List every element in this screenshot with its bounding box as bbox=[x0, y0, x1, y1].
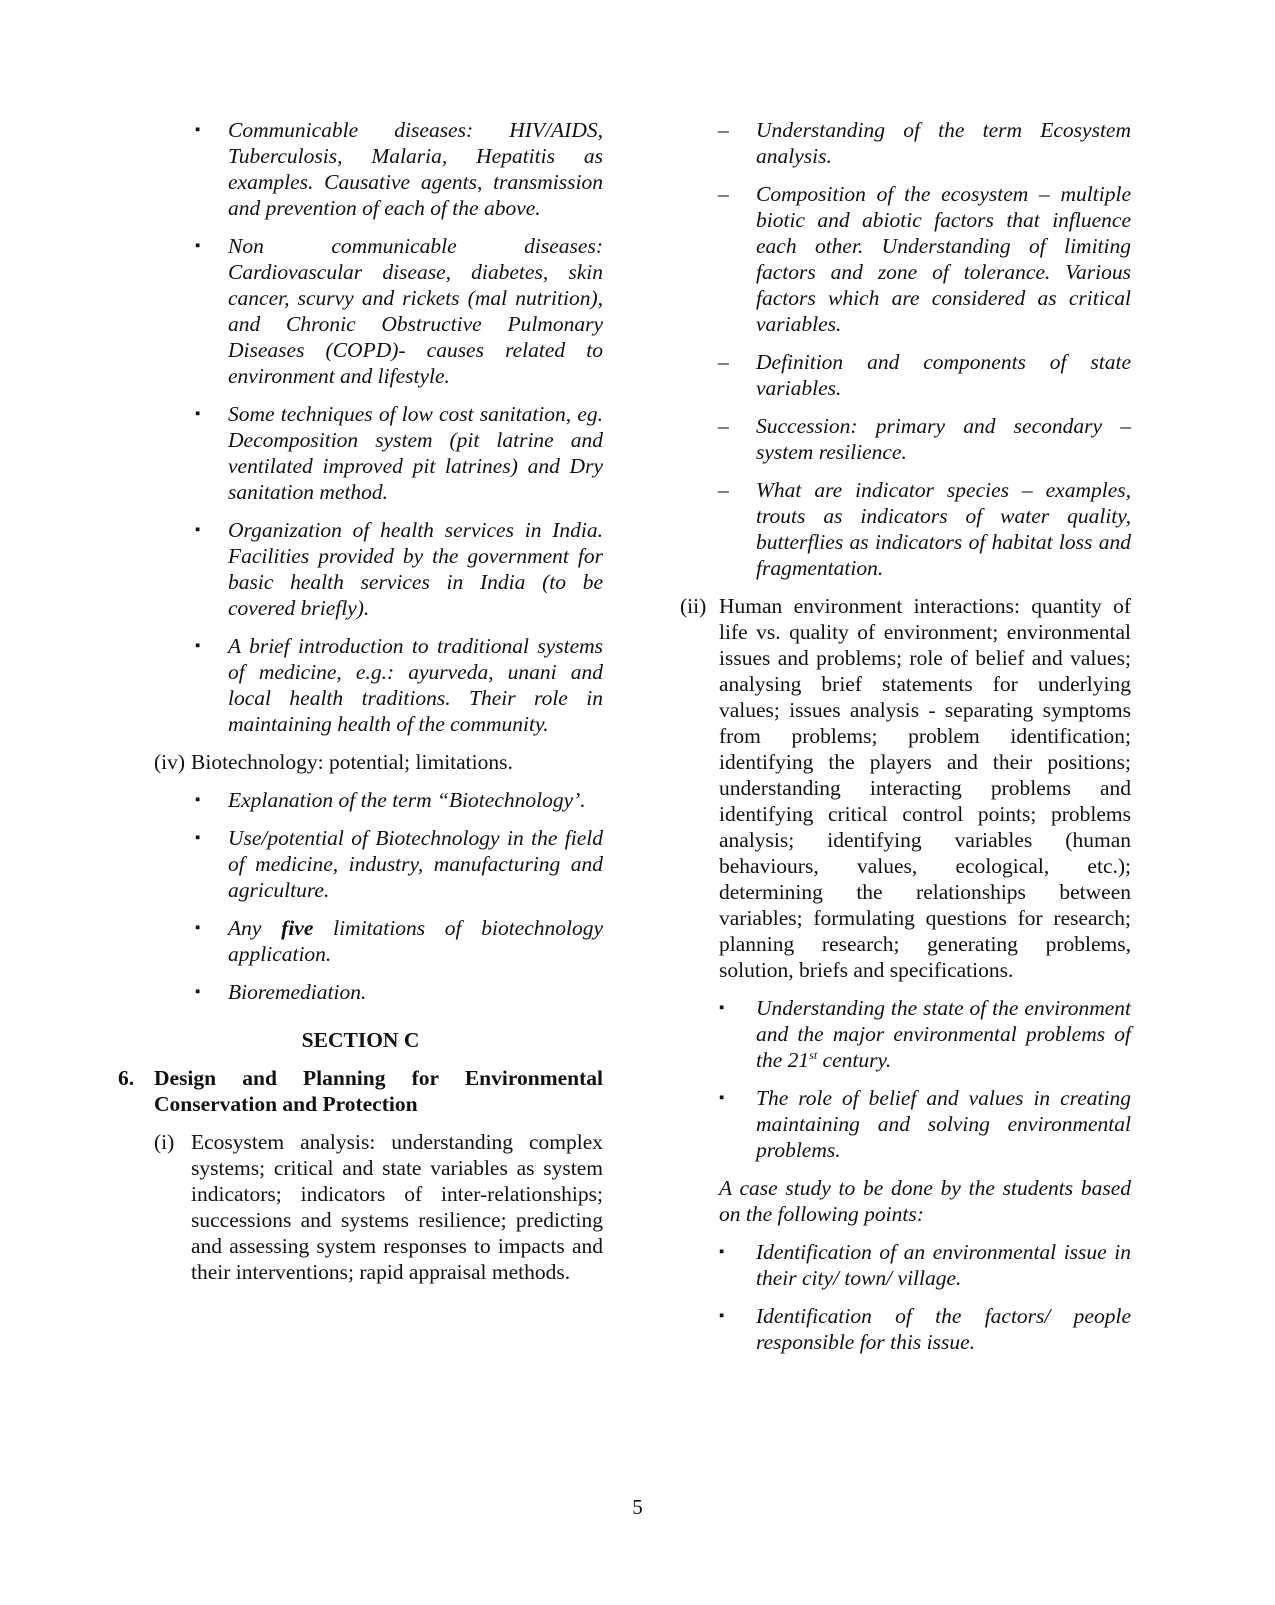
page-number: 5 bbox=[632, 1495, 643, 1519]
bullet-traditional-medicine: ▪ A brief introduction to traditional systems of medicine, e.g.: ayurveda, unani and local health traditions. Their role in maintaining health of the community. bbox=[195, 634, 603, 736]
emphasis-five: five bbox=[281, 916, 314, 940]
dash-marker: – bbox=[718, 182, 729, 206]
bullet-marker: ▪ bbox=[195, 984, 201, 1000]
bullet-case-factors: ▪ Identification of the factors/ people responsible for this issue. bbox=[719, 1304, 1131, 1354]
section-title: SECTION C bbox=[301, 1028, 420, 1052]
bullet-marker: ▪ bbox=[195, 792, 201, 808]
bullet-communicable: ▪ Communicable diseases: HIV/AIDS, Tuberculosis, Malaria, Hepatitis as examples. Causative agents, transmission and prevention of each of the above. bbox=[195, 118, 603, 220]
dash-item-state-variables: – Definition and components of state variables. bbox=[718, 350, 1131, 400]
subtopic-marker: (iv) bbox=[154, 750, 186, 774]
subtopic-human-environment: (ii) Human environment interactions: quantity of life vs. quality of environment; environmental issues and problems; role of belief and values; analysing brief statements for underlying values; issues analysis - separating symptoms from problems; problem identification; identifying the players and their positions; understanding interacting problems and identifying critical control points; problems analysis; identifying variables (human behaviours, values, ecological, etc.); determining the relationships between variables; formulating questions for research; planning research; generating problems, solution, briefs and specifications. bbox=[680, 594, 1131, 982]
dash-item-term: – Understanding of the term Ecosystem analysis. bbox=[718, 118, 1131, 168]
bullet-biotech-term: ▪ Explanation of the term “Biotechnology’. bbox=[195, 788, 586, 812]
case-study-intro: A case study to be done by the students based on the following points: bbox=[719, 1176, 1131, 1226]
bullet-biotech-limitations: ▪ Any five limitations of biotechnology application. bbox=[195, 916, 604, 966]
topic-number: 6. bbox=[118, 1066, 135, 1090]
bullet-marker: ▪ bbox=[195, 920, 201, 936]
dash-marker: – bbox=[718, 478, 729, 502]
bullet-marker: ▪ bbox=[195, 238, 201, 254]
bullet-health-services: ▪ Organization of health services in India. Facilities provided by the government for basic health services in India (to be covered briefly). bbox=[195, 518, 603, 620]
bullet-marker: ▪ bbox=[195, 830, 201, 846]
bullet-sanitation: ▪ Some techniques of low cost sanitation, eg. Decomposition system (pit latrine and ventilated improved pit latrines) and Dry sanitation method. bbox=[195, 402, 603, 504]
bullet-marker: ▪ bbox=[195, 522, 201, 538]
bullet-bioremediation: ▪ Bioremediation. bbox=[195, 980, 367, 1004]
dash-item-composition: – Composition of the ecosystem – multiple biotic and abiotic factors that influence each other. Understanding of limiting factors and zone of tolerance. Various factors which are considered as critical variables. bbox=[718, 182, 1131, 336]
bullet-marker: ▪ bbox=[195, 406, 201, 422]
dash-item-indicator-species: – What are indicator species – examples, trouts as indicators of water quality, butterflies as indicators of habitat loss and fragmentation. bbox=[718, 478, 1131, 580]
dash-marker: – bbox=[718, 350, 729, 374]
bullet-marker: ▪ bbox=[719, 1000, 725, 1016]
dash-marker: – bbox=[718, 118, 729, 142]
bullet-marker: ▪ bbox=[719, 1244, 725, 1260]
subtopic-marker: (i) bbox=[154, 1130, 175, 1154]
bullet-state-of-environment: ▪ Understanding the state of the environment and the major environmental problems of the 21st century. bbox=[719, 996, 1131, 1072]
bullet-marker: ▪ bbox=[719, 1308, 725, 1324]
dash-item-succession: – Succession: primary and secondary – system resilience. bbox=[718, 414, 1131, 464]
bullet-biotech-use: ▪ Use/potential of Biotechnology in the field of medicine, industry, manufacturing and agriculture. bbox=[195, 826, 603, 902]
subtopic-biotechnology: (iv) Biotechnology: potential; limitations. bbox=[154, 750, 513, 774]
subtopic-marker: (ii) bbox=[680, 594, 707, 618]
bullet-case-issue: ▪ Identification of an environmental issue in their city/ town/ village. bbox=[719, 1240, 1131, 1290]
right-column bbox=[680, 117, 1131, 1367]
bullet-marker: ▪ bbox=[195, 638, 201, 654]
bullet-marker: ▪ bbox=[195, 122, 201, 138]
bullet-non-communicable: ▪ Non communicable diseases: Cardiovascular disease, diabetes, skin cancer, scurvy and rickets (mal nutrition), and Chronic Obstructive Pulmonary Diseases (COPD)- causes related to environment and lifestyle. bbox=[195, 234, 603, 388]
left-column bbox=[118, 117, 603, 1297]
bullet-marker: ▪ bbox=[719, 1090, 725, 1106]
topic-heading: 6. Design and Planning for Environmental Conservation and Protection bbox=[118, 1066, 603, 1116]
dash-marker: – bbox=[718, 414, 729, 438]
bullet-belief-values: ▪ The role of belief and values in creating maintaining and solving environmental problems. bbox=[719, 1086, 1131, 1162]
subtopic-ecosystem: (i) Ecosystem analysis: understanding complex systems; critical and state variables as system indicators; indicators of inter-relationships; successions and systems resilience; predicting and assessing system responses to impacts and their interventions; rapid appraisal methods. bbox=[154, 1130, 603, 1284]
